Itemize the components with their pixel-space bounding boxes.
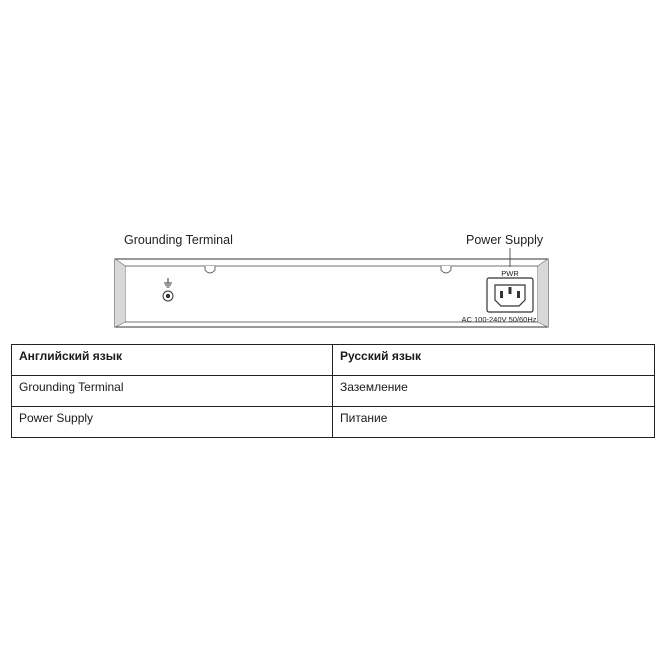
pwr-label: PWR bbox=[501, 269, 519, 278]
top-notch-left bbox=[205, 266, 215, 273]
socket-pin-right bbox=[517, 291, 520, 298]
grounding-screw-inner bbox=[166, 294, 170, 298]
header-english: Английский язык bbox=[12, 345, 333, 376]
top-notch-right bbox=[441, 266, 451, 273]
socket-pin-left bbox=[500, 291, 503, 298]
cell-english: Power Supply bbox=[12, 407, 333, 438]
table-row bbox=[12, 376, 655, 407]
socket-pin-center bbox=[509, 287, 512, 294]
cell-russian: Питание bbox=[333, 407, 655, 438]
table-header-row bbox=[12, 345, 655, 376]
grounding-terminal-callout: Grounding Terminal bbox=[124, 233, 233, 247]
translation-table bbox=[11, 344, 655, 438]
ac-rating-label: AC 100-240V 50/60Hz bbox=[461, 315, 537, 324]
header-russian: Русский язык bbox=[333, 345, 655, 376]
table-row bbox=[12, 407, 655, 438]
chassis-inner-face bbox=[125, 266, 538, 322]
bevel-right-shade bbox=[538, 259, 548, 327]
power-supply-callout: Power Supply bbox=[466, 233, 544, 247]
cell-russian: Заземление bbox=[333, 376, 655, 407]
cell-english: Grounding Terminal bbox=[12, 376, 333, 407]
bevel-left-shade bbox=[115, 259, 125, 327]
